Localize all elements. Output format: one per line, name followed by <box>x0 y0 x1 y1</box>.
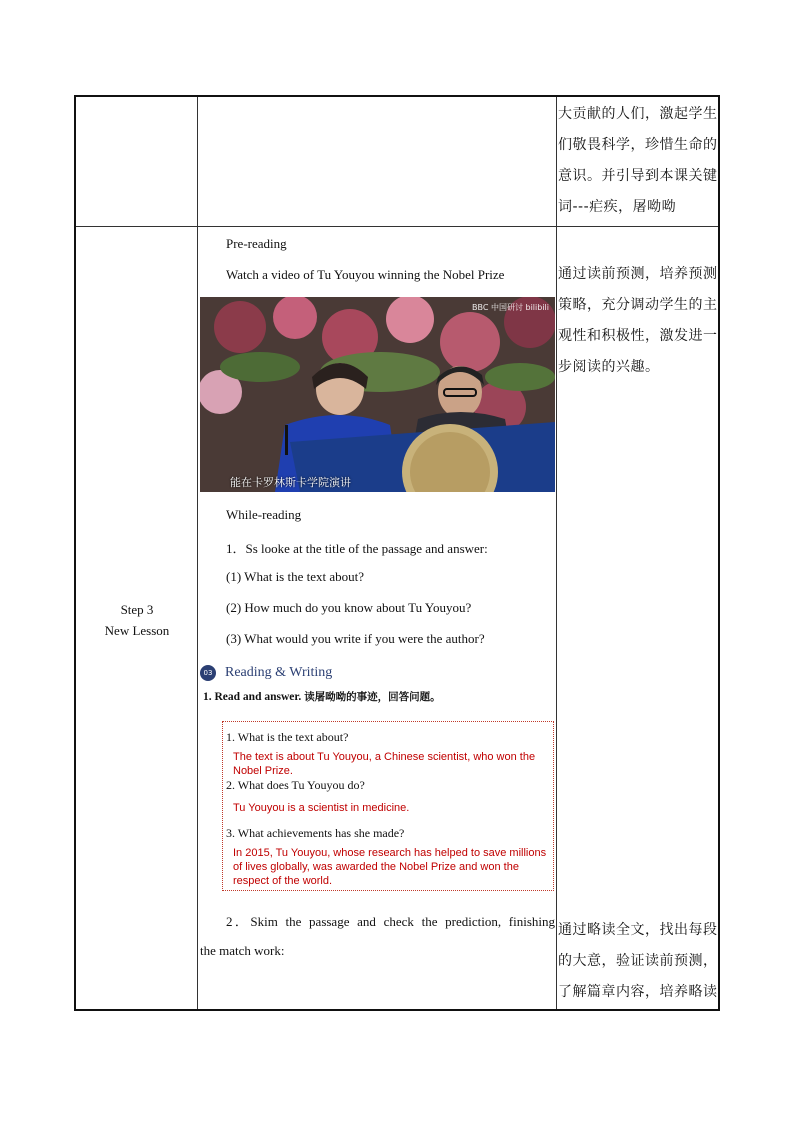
slide-question-2: 2. What does Tu Youyou do? <box>226 778 365 792</box>
purpose-line: 意识。并引导到本课关键 <box>558 168 718 184</box>
slide-answer-3: In 2015, Tu Youyou, whose research has helped to save millions of lives globally, was awarded the Nobel Prize and won the respect of the world. <box>233 847 547 887</box>
purpose-skimming <box>558 915 718 1008</box>
step-number: Step 3 <box>120 602 154 617</box>
video-watermark: BBC 中国研讨 bilibili <box>472 303 549 312</box>
purpose-line: 步阅读的兴趣。 <box>558 359 660 375</box>
row-divider <box>76 226 718 227</box>
question-2: (2) How much do you know about Tu Youyou? <box>226 600 472 615</box>
slide-question-3: 3. What achievements has she made? <box>226 826 405 840</box>
purpose-line: 大贡献的人们，激起学生 <box>558 106 718 122</box>
nobel-video-still[interactable] <box>200 297 555 492</box>
column-divider-2 <box>556 97 557 1009</box>
task2-line1: 2．Skim the passage and check the prediction, finishing <box>226 914 555 929</box>
purpose-line: 的大意，验证读前预测， <box>558 953 718 969</box>
slide-question-1: 1. What is the text about? <box>226 730 349 744</box>
purpose-line: 通过读前预测，培养预测 <box>558 266 718 282</box>
slide-instruction <box>203 689 441 704</box>
slide-section-header <box>200 665 332 681</box>
while-reading-title: While-reading <box>226 507 302 522</box>
question-3: (3) What would you write if you were the author? <box>226 631 485 646</box>
slide-instruction-en: 1. Read and answer. <box>203 691 302 703</box>
purpose-line: 观性和积极性，激发进一 <box>558 328 718 344</box>
section-number-badge: 03 <box>200 665 216 681</box>
purpose-line: 词---疟疾，屠呦呦 <box>558 199 677 215</box>
pre-reading-title: Pre-reading <box>226 236 287 251</box>
video-caption: 能在卡罗林斯卡学院演讲 <box>230 476 351 489</box>
slide-answer-2: Tu Youyou is a scientist in medicine. <box>233 802 410 814</box>
purpose-line: 策略，充分调动学生的主 <box>558 297 718 313</box>
row1-purpose-text <box>558 99 718 223</box>
slide-section-title: Reading & Writing <box>225 665 333 680</box>
qa-answer-box <box>222 721 554 891</box>
question-1: (1) What is the text about? <box>226 569 365 584</box>
video-frame-illustration <box>200 297 555 492</box>
purpose-pre-reading <box>558 259 718 383</box>
purpose-line: 们敬畏科学，珍惜生命的 <box>558 137 718 153</box>
slide-answer-1: The text is about Tu Youyou, a Chinese scientist, who won the Nobel Prize. <box>233 751 536 777</box>
task1-text: 1．Ss looke at the title of the passage and answer: <box>226 541 488 556</box>
step-label <box>76 599 198 641</box>
purpose-line: 通过略读全文，找出每段 <box>558 922 718 938</box>
pre-reading-task: Watch a video of Tu Youyou winning the Nobel Prize <box>226 267 505 282</box>
lesson-plan-table <box>74 95 720 1011</box>
slide-instruction-cn: 读屠呦呦的事迹，回答问题。 <box>304 691 441 703</box>
purpose-line: 了解篇章内容，培养略读 <box>558 984 718 1000</box>
step-name: New Lesson <box>104 623 170 638</box>
task2-line2: the match work: <box>200 943 285 958</box>
column-divider-1 <box>197 97 198 1009</box>
